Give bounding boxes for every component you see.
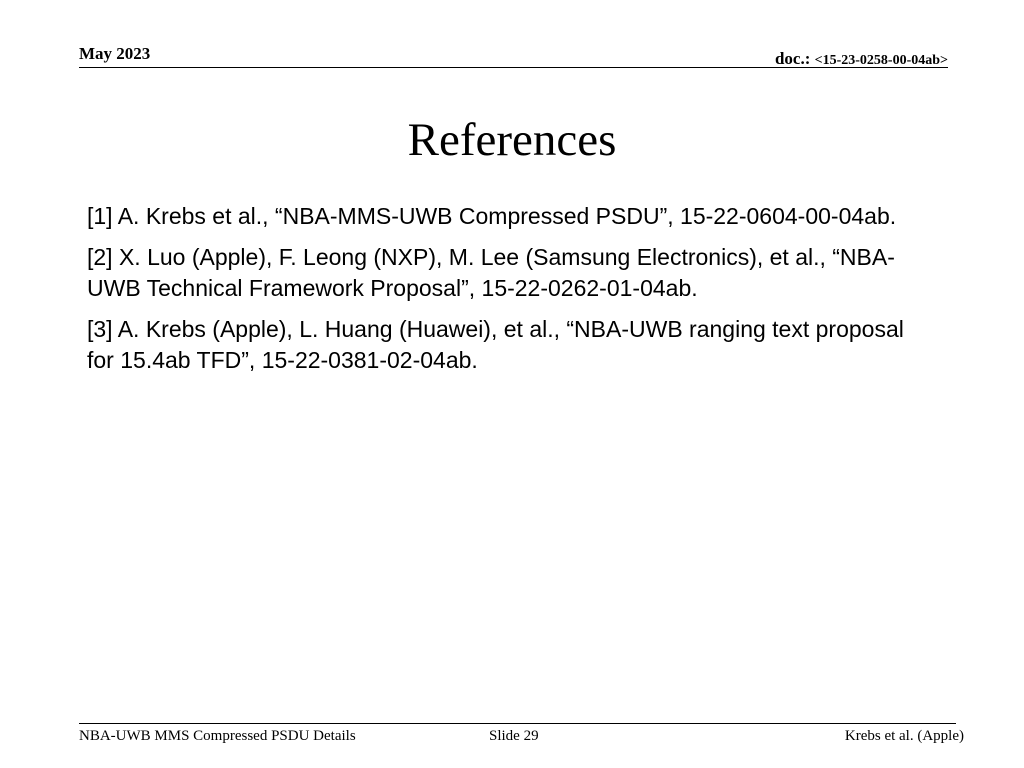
footer-divider [79,723,956,724]
doc-label: doc.: [774,49,815,68]
footer-author: Krebs et al. (Apple) [844,728,964,744]
footer-slide-number: Slide 29 [489,728,539,744]
footer-presentation-title: NBA-UWB MMS Compressed PSDU Details [79,728,356,744]
reference-item-2: [2] X. Luo (Apple), F. Leong (NXP), M. Lee (Samsung Electronics), et al., “NBA-UWB Technical Framework Proposal”, 15-22-0262-01-04ab. [87,244,895,301]
header-doc-id [775,49,948,69]
slide-title: References [407,114,617,166]
doc-number: <15-23-0258-00-04ab> [814,53,948,68]
reference-item-3: [3] A. Krebs (Apple), L. Huang (Huawei), et al., “NBA-UWB ranging text proposal for 15.4ab TFD”, 15-22-0381-02-04ab. [87,316,904,373]
reference-item-1: [1] A. Krebs et al., “NBA-MMS-UWB Compressed PSDU”, 15-22-0604-00-04ab. [87,203,897,229]
header-date: May 2023 [79,44,151,63]
header-divider [79,67,948,68]
references-list [87,201,937,386]
